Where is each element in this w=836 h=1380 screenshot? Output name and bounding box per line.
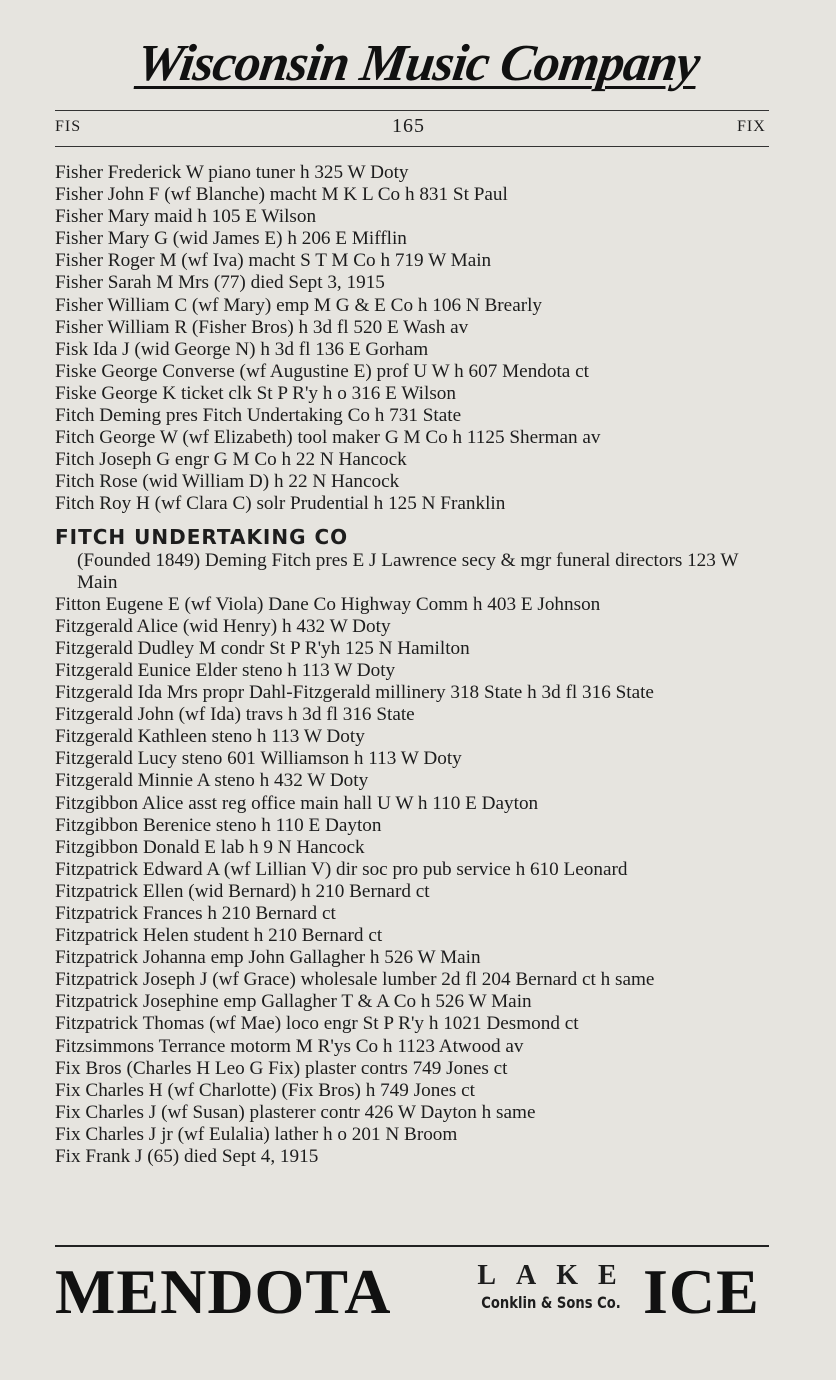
directory-entry: Fisk Ida J (wid George N) h 3d fl 136 E Gorham: [55, 338, 429, 360]
directory-entry: Fisher Mary G (wid James E) h 206 E Mifflin: [55, 228, 407, 250]
directory-entry: Fitzpatrick Thomas (wf Mae) loco engr St P R'y h 1021 Desmond ct: [55, 1013, 579, 1035]
directory-entry: Fisher Roger M (wf Iva) macht S T M Co h 719 W Main: [55, 250, 492, 272]
directory-entry: Fitch Rose (wid William D) h 22 N Hancock: [55, 471, 400, 493]
directory-entry: Fitzsimmons Terrance motorm M R'ys Co h 1123 Atwood av: [55, 1035, 524, 1057]
directory-entry: Fitzgerald Alice (wid Henry) h 432 W Doty: [55, 615, 391, 637]
directory-entry: Fisher William R (Fisher Bros) h 3d fl 520 E Wash av: [55, 316, 469, 338]
directory-entry: Fisher John F (wf Blanche) macht M K L Co h 831 St Paul: [55, 184, 508, 206]
directory-entry: Fitzgibbon Berenice steno h 110 E Dayton: [55, 814, 382, 836]
company-detail: (Founded 1849) Deming Fitch pres E J Lawrence secy & mgr funeral directors 123 W Main: [77, 549, 739, 593]
directory-entry: Fisher William C (wf Mary) emp M G & E Co h 106 N Brearly: [55, 294, 543, 316]
directory-entry: Fitzgibbon Donald E lab h 9 N Hancock: [55, 836, 365, 858]
directory-entry: Fitzpatrick Josephine emp Gallagher T & A Co h 526 W Main: [55, 991, 532, 1013]
directory-entry: Fix Charles J (wf Susan) plasterer contr 426 W Dayton h same: [55, 1101, 536, 1123]
directory-entry: Fitzgerald Minnie A steno h 432 W Doty: [55, 770, 369, 792]
directory-entry: Fitzgerald Dudley M condr St P R'yh 125 N Hamilton: [55, 637, 470, 659]
directory-entry: Fix Charles J jr (wf Eulalia) lather h o 201 N Broom: [55, 1123, 458, 1145]
directory-entry: Fisher Frederick W piano tuner h 325 W Doty: [55, 162, 409, 183]
header-right-guide: FIX: [737, 118, 766, 135]
directory-entry: Fitzgerald John (wf Ida) travs h 3d fl 316 State: [55, 704, 415, 726]
ad-ice-word: ICE: [643, 1256, 760, 1327]
company-heading: FITCH UNDERTAKING CO: [55, 524, 349, 549]
mendota-lake-ice-ad: [55, 1255, 775, 1325]
directory-entry: Fitzgerald Ida Mrs propr Dahl-Fitzgerald millinery 318 State h 3d fl 316 State: [55, 682, 654, 704]
header-rule-top: [55, 110, 769, 111]
directory-entry: Fiske George K ticket clk St P R'y h o 316 E Wilson: [55, 382, 456, 404]
directory-entry: Fitzgerald Kathleen steno h 113 W Doty: [55, 726, 365, 748]
page-number: 165: [392, 115, 425, 137]
directory-entry: Fix Bros (Charles H Leo G Fix) plaster contrs 749 Jones ct: [55, 1057, 508, 1079]
wisconsin-music-company-ad: Wisconsin Music Company: [133, 35, 703, 92]
footer-rule: [55, 1245, 769, 1247]
ad-mendota-word: MENDOTA: [55, 1256, 392, 1327]
directory-entry: Fisher Mary maid h 105 E Wilson: [55, 206, 317, 228]
entry-list-a: [55, 162, 777, 516]
directory-entry: Fiske George Converse (wf Augustine E) prof U W h 607 Mendota ct: [55, 360, 589, 382]
directory-entry: Fitzpatrick Frances h 210 Bernard ct: [55, 903, 336, 924]
directory-entry: Fitton Eugene E (wf Viola) Dane Co Highway Comm h 403 E Johnson: [55, 593, 601, 615]
directory-entry: Fitch George W (wf Elizabeth) tool maker G M Co h 1125 Sherman av: [55, 427, 601, 449]
entry-list-b: [55, 594, 777, 1168]
directory-entry: Fitch Deming pres Fitch Undertaking Co h 731 State: [55, 405, 462, 427]
directory-entry: Fix Charles H (wf Charlotte) (Fix Bros) h 749 Jones ct: [55, 1079, 475, 1101]
ad-middle-block: [463, 1261, 639, 1315]
directory-entry: Fisher Sarah M Mrs (77) died Sept 3, 1915: [55, 272, 385, 294]
directory-entry: Fitzpatrick Joseph J (wf Grace) wholesale lumber 2d fl 204 Bernard ct h same: [55, 969, 655, 991]
directory-entry: Fitzgibbon Alice asst reg office main hall U W h 110 E Dayton: [55, 792, 539, 814]
header-left-guide: FIS: [55, 118, 82, 135]
directory-entries: [55, 162, 777, 1168]
directory-entry: Fitzpatrick Ellen (wid Bernard) h 210 Bernard ct: [55, 880, 430, 902]
directory-entry: Fitzpatrick Edward A (wf Lillian V) dir soc pro pub service h 610 Leonard: [55, 858, 628, 880]
directory-entry: Fix Frank J (65) died Sept 4, 1915: [55, 1146, 319, 1168]
header-rule-bottom: [55, 146, 769, 147]
directory-entry: Fitzpatrick Johanna emp John Gallagher h 526 W Main: [55, 947, 481, 969]
directory-entry: Fitch Roy H (wf Clara C) solr Prudential h 125 N Franklin: [55, 493, 506, 515]
directory-entry: Fitzpatrick Helen student h 210 Bernard ct: [55, 925, 383, 947]
directory-entry: Fitzgerald Lucy steno 601 Williamson h 113 W Doty: [55, 748, 462, 770]
ad-company-name: Conklin & Sons Co.: [481, 1293, 621, 1312]
ad-lake-word: LAKE: [477, 1260, 637, 1291]
directory-entry: Fitzgerald Eunice Elder steno h 113 W Doty: [55, 659, 396, 681]
directory-entry: Fitch Joseph G engr G M Co h 22 N Hancock: [55, 449, 407, 471]
